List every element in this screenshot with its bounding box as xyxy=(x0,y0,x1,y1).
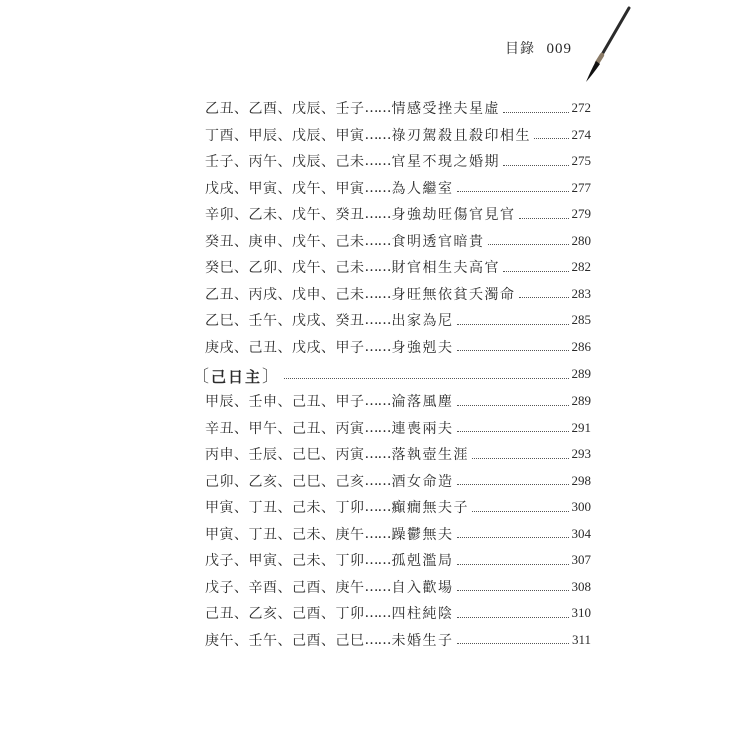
toc-entry-title: 落執壺生涯 xyxy=(391,447,469,464)
toc-page-number: 275 xyxy=(571,153,591,169)
toc-entry-title: 出家為尼 xyxy=(391,313,454,330)
toc-page-number: 279 xyxy=(571,206,591,222)
toc-entry-title: 情感受挫夫星虛 xyxy=(391,101,500,118)
toc-page-number: 307 xyxy=(571,552,591,568)
section-bracket-open: 〔 xyxy=(192,366,211,387)
toc-page-number: 282 xyxy=(571,259,591,275)
toc-page-number: 277 xyxy=(571,179,591,195)
toc-page-number: 291 xyxy=(571,419,591,435)
dot-leader xyxy=(457,617,569,618)
toc-entry-ellipsis: …… xyxy=(364,153,391,170)
toc-entry-ellipsis: …… xyxy=(364,206,391,223)
toc-entry xyxy=(205,468,591,495)
toc-entry-pillars: 壬子、丙午、戊辰、己未 xyxy=(205,154,365,171)
toc-page-number: 289 xyxy=(571,366,591,381)
toc-entry xyxy=(205,148,591,175)
header-title: 目錄 xyxy=(505,41,535,57)
toc-entry xyxy=(205,388,591,415)
toc-entry-ellipsis: …… xyxy=(364,605,391,622)
toc-page-number: 304 xyxy=(571,525,591,541)
dot-leader xyxy=(457,191,569,192)
toc-entry xyxy=(205,574,591,601)
toc-entry xyxy=(205,600,591,627)
toc-entry xyxy=(205,281,591,308)
toc-entry xyxy=(205,175,591,202)
toc-entry-ellipsis: …… xyxy=(364,419,391,436)
dot-leader xyxy=(284,378,568,379)
toc-entry xyxy=(205,122,591,149)
toc-page-number: 285 xyxy=(571,312,591,328)
toc-page-number: 310 xyxy=(571,605,591,621)
toc-entry-pillars: 甲寅、丁丑、己未、丁卯 xyxy=(205,500,365,517)
dot-leader xyxy=(457,564,569,565)
dot-leader xyxy=(457,643,569,644)
dot-leader xyxy=(503,165,569,166)
toc-entry-ellipsis: …… xyxy=(364,499,391,516)
toc-page-number: 283 xyxy=(571,285,591,301)
toc-entry-ellipsis: …… xyxy=(364,393,391,410)
dot-leader xyxy=(457,484,569,485)
toc-entry-pillars: 甲辰、壬申、己丑、甲子 xyxy=(205,394,365,411)
toc-entry-title: 淪落風塵 xyxy=(391,394,454,411)
dot-leader xyxy=(457,537,569,538)
toc-entry-pillars: 丙申、壬辰、己巳、丙寅 xyxy=(205,447,365,464)
toc-entry-ellipsis: …… xyxy=(364,126,391,143)
toc-entry-title: 孤剋濫局 xyxy=(391,553,454,570)
toc-entry-pillars: 辛卯、乙未、戊午、癸丑 xyxy=(205,207,365,224)
toc-entry-ellipsis: …… xyxy=(364,338,391,355)
toc-entry-pillars: 乙巳、壬午、戊戌、癸丑 xyxy=(205,313,365,330)
toc-entry-pillars: 己丑、乙亥、己酉、丁卯 xyxy=(205,606,365,623)
toc-page-number: 286 xyxy=(571,338,591,354)
toc-entry xyxy=(205,547,591,574)
toc-page-number: 272 xyxy=(571,100,591,116)
dot-leader xyxy=(457,431,569,432)
toc-entry-pillars: 辛丑、甲午、己丑、丙寅 xyxy=(205,420,365,437)
toc-entry-ellipsis: …… xyxy=(364,232,391,249)
toc-entry-title: 自入歡場 xyxy=(391,579,454,596)
page-header xyxy=(505,38,572,58)
toc-entry-title: 癲癇無夫子 xyxy=(391,500,469,517)
toc-entry-title: 未婚生子 xyxy=(391,632,454,649)
toc-entry-pillars: 乙丑、乙酉、戊辰、壬子 xyxy=(205,101,365,118)
dot-leader xyxy=(457,350,569,351)
toc-entry-title: 躁鬱無夫 xyxy=(391,526,454,543)
toc-entry-ellipsis: …… xyxy=(364,100,391,117)
toc-entry xyxy=(205,95,591,122)
toc-entry-ellipsis: …… xyxy=(364,578,391,595)
toc-entry-title: 財官相生夫高官 xyxy=(391,260,500,277)
toc-entry-ellipsis: …… xyxy=(364,312,391,329)
toc-entry-title: 身強剋夫 xyxy=(391,339,454,356)
toc-entry xyxy=(205,627,591,654)
dot-leader xyxy=(534,138,569,139)
toc-entry-title: 官星不現之婚期 xyxy=(391,154,500,171)
calligraphy-brush-icon xyxy=(582,6,632,84)
toc-entry-pillars: 戊子、甲寅、己未、丁卯 xyxy=(205,553,365,570)
toc-entry xyxy=(205,334,591,361)
toc-page-number: 289 xyxy=(571,393,591,409)
toc-entry-title: 為人繼室 xyxy=(391,180,454,197)
toc-entry xyxy=(205,415,591,442)
header-page-number: 009 xyxy=(546,41,572,57)
toc-entry-title: 酒女命造 xyxy=(391,473,454,490)
toc-entry-ellipsis: …… xyxy=(364,472,391,489)
dot-leader xyxy=(503,271,569,272)
toc-entry-pillars: 丁酉、甲辰、戊辰、甲寅 xyxy=(205,127,365,144)
toc-entry-ellipsis: …… xyxy=(364,631,391,648)
toc-entry xyxy=(205,307,591,334)
toc-page-number: 280 xyxy=(571,232,591,248)
section-bracket-close: 〕 xyxy=(262,366,282,387)
toc-entry xyxy=(205,494,591,521)
toc-entry-pillars: 癸丑、庚申、戊午、己未 xyxy=(205,233,365,250)
toc-page-number: 274 xyxy=(571,126,591,142)
toc-entry-title: 身旺無依貧夭濁命 xyxy=(391,286,516,303)
toc-entry-pillars: 己卯、乙亥、己巳、己亥 xyxy=(205,473,365,490)
dot-leader xyxy=(457,405,569,406)
toc-entry-ellipsis: …… xyxy=(364,259,391,276)
toc-entry-ellipsis: …… xyxy=(364,525,391,542)
toc-page-number: 308 xyxy=(571,578,591,594)
toc-page-number: 298 xyxy=(571,472,591,488)
toc-entry-pillars: 庚午、壬午、己酉、己巳 xyxy=(205,632,365,649)
toc-entry-title: 連喪兩夫 xyxy=(391,420,454,437)
dot-leader xyxy=(457,324,569,325)
toc-entry-pillars: 戊戌、甲寅、戊午、甲寅 xyxy=(205,180,365,197)
toc-entry xyxy=(205,521,591,548)
toc-entry xyxy=(205,201,591,228)
toc-entry-ellipsis: …… xyxy=(364,446,391,463)
section-title-text: 己日主 xyxy=(211,367,263,386)
toc-entry xyxy=(205,254,591,281)
toc-entry-title: 祿刃駕殺且殺印相生 xyxy=(391,127,531,144)
dot-leader xyxy=(457,590,569,591)
dot-leader xyxy=(503,112,569,113)
toc-page-number: 311 xyxy=(571,631,591,647)
toc-page-number: 300 xyxy=(571,499,591,515)
toc-entry-pillars: 庚戌、己丑、戊戌、甲子 xyxy=(205,339,365,356)
toc-entry-title: 四柱純陰 xyxy=(391,606,454,623)
toc-entry-title: 身強劫旺傷官見官 xyxy=(391,207,516,224)
table-of-contents xyxy=(192,95,591,653)
toc-entry xyxy=(205,441,591,468)
toc-entry-pillars: 戊子、辛酉、己酉、庚午 xyxy=(205,579,365,596)
dot-leader xyxy=(519,218,569,219)
dot-leader xyxy=(472,511,569,512)
toc-entry-pillars: 癸巳、乙卯、戊午、己未 xyxy=(205,260,365,277)
dot-leader xyxy=(488,244,569,245)
toc-entry-ellipsis: …… xyxy=(364,179,391,196)
toc-page-number: 293 xyxy=(571,446,591,462)
dot-leader xyxy=(519,297,569,298)
toc-entry-ellipsis: …… xyxy=(364,552,391,569)
toc-entry-pillars: 乙丑、丙戌、戊申、己未 xyxy=(205,286,365,303)
toc-entry-ellipsis: …… xyxy=(364,285,391,302)
toc-entry xyxy=(205,228,591,255)
section-title xyxy=(192,362,281,387)
toc-entry-title: 食明透官暗貴 xyxy=(391,233,485,250)
dot-leader xyxy=(472,458,569,459)
toc-entry-pillars: 甲寅、丁丑、己未、庚午 xyxy=(205,526,365,543)
toc-section-heading xyxy=(192,360,591,388)
